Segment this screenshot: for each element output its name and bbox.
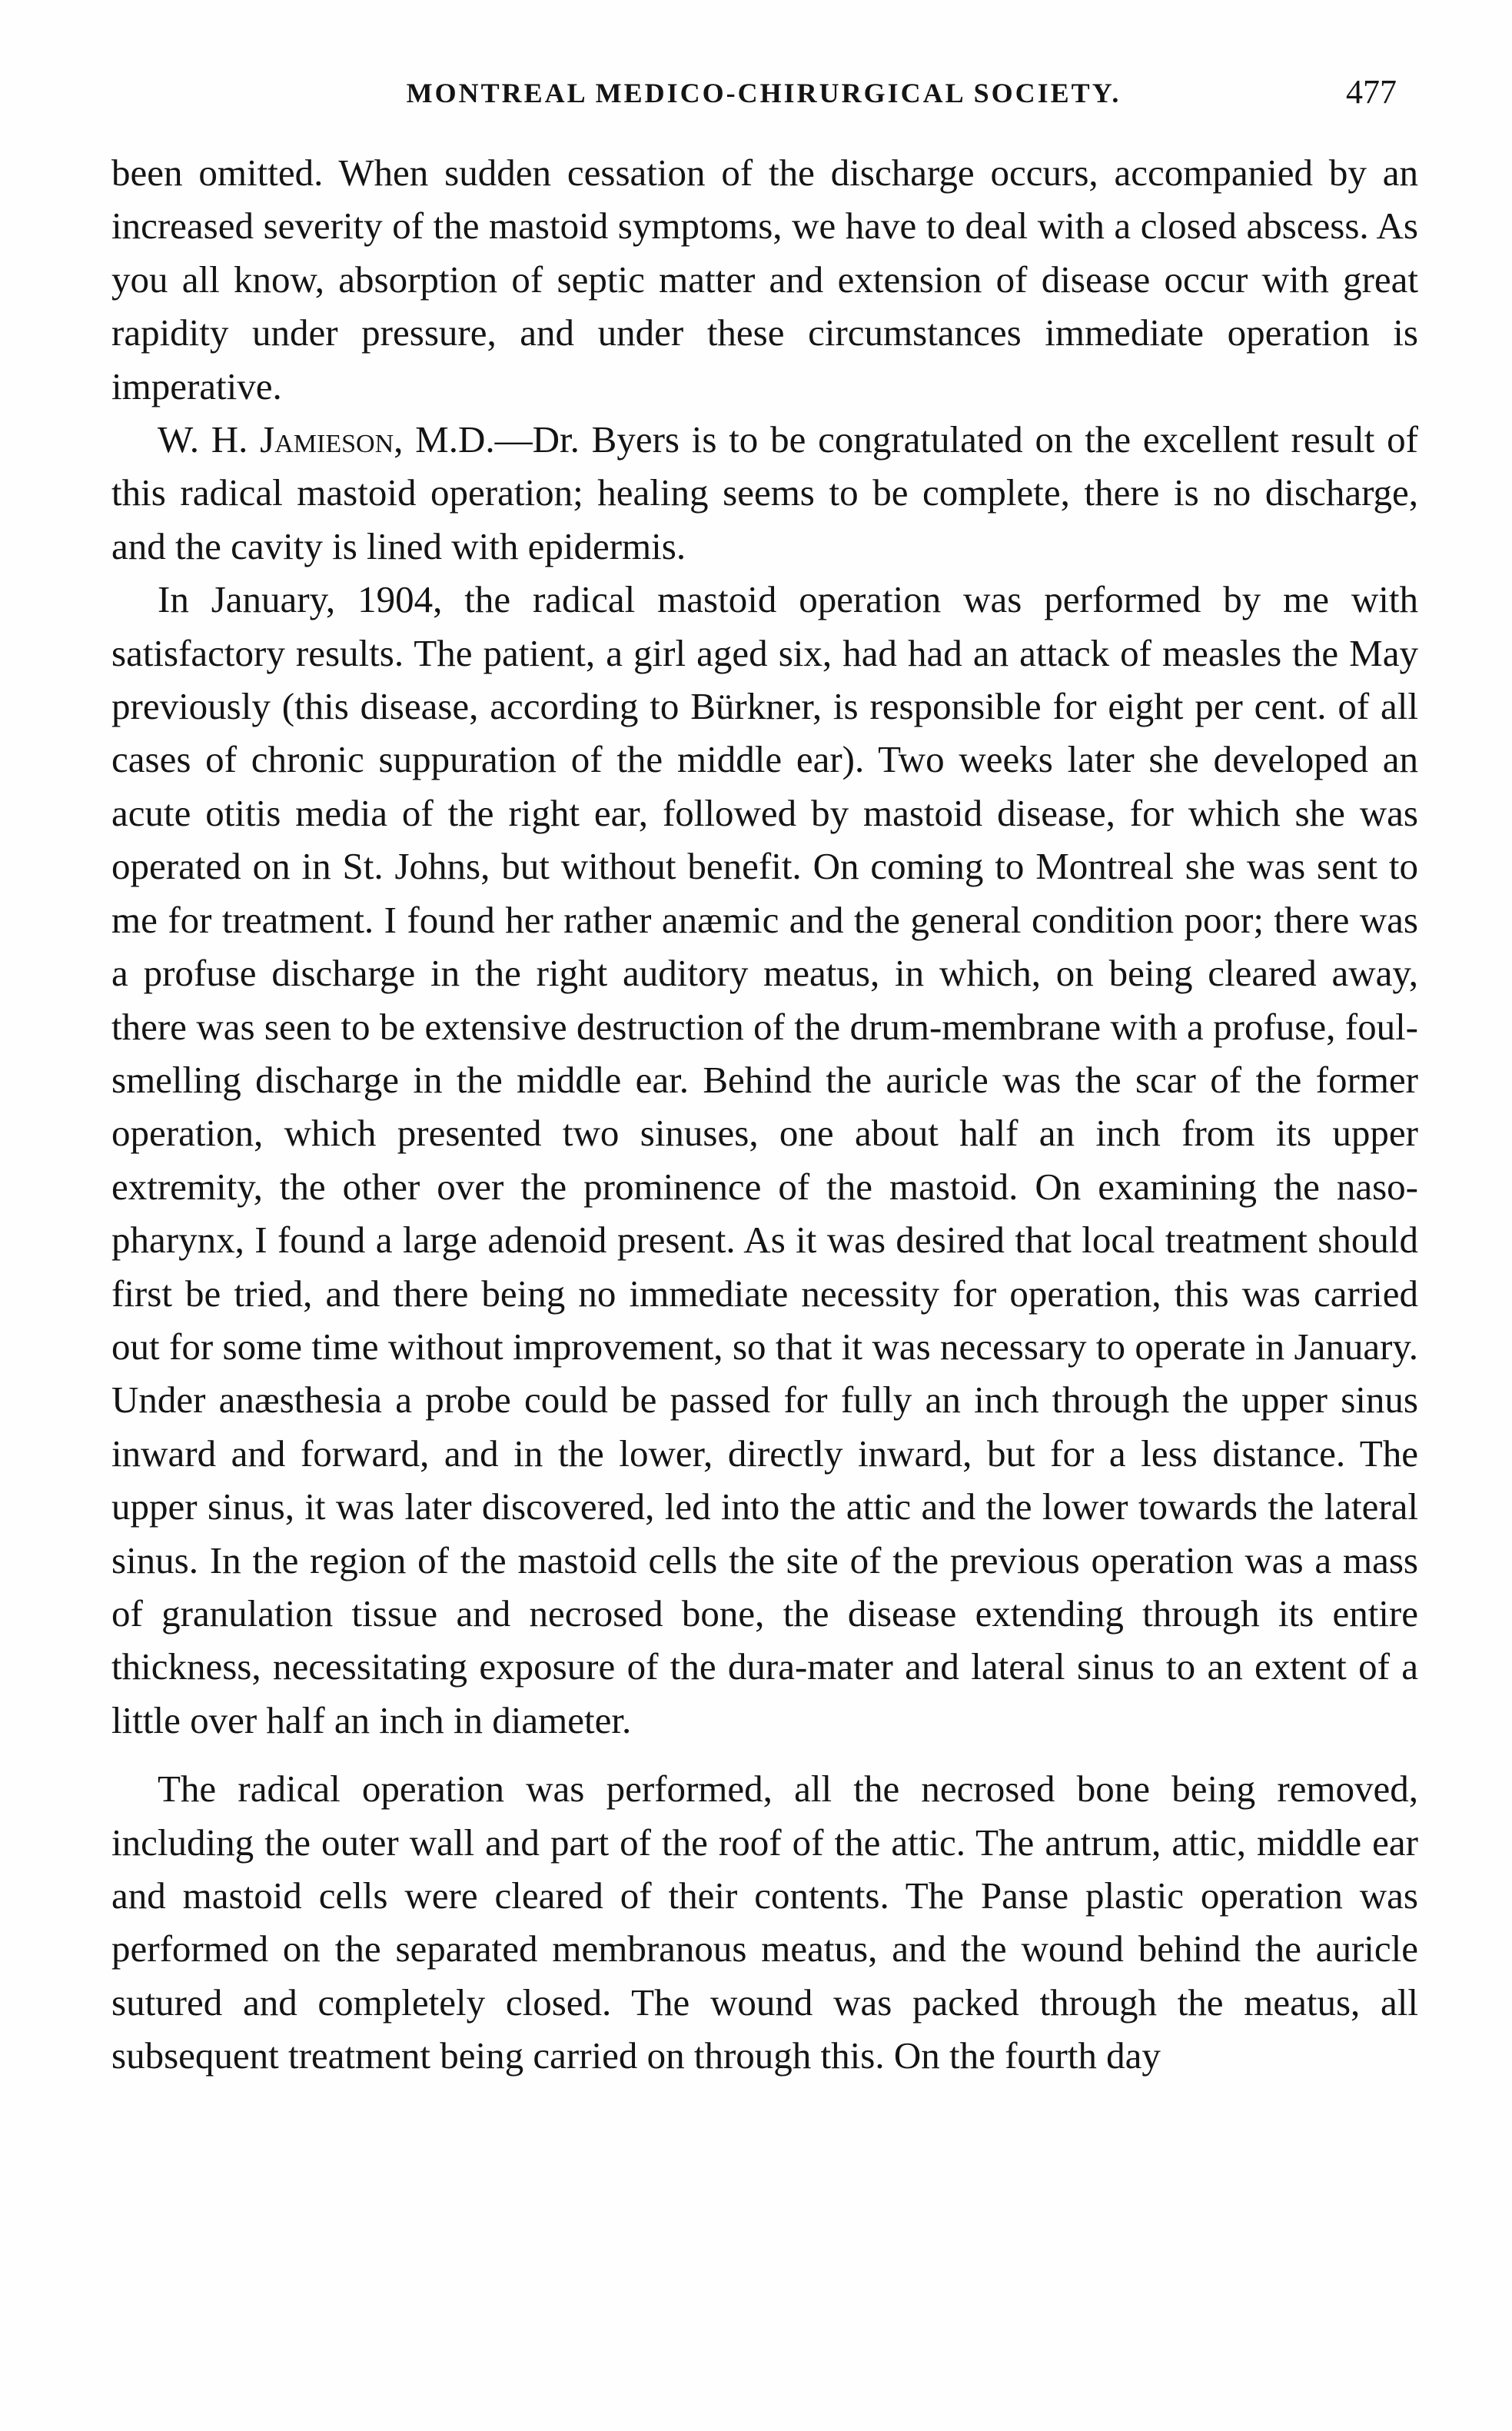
paragraph-discussion-text: Dr. Byers is to be congratulated on the excellent result of this radical mastoid operation; healing seems to be complete, there is no discharge, and the cavity is lined with epidermis.	[111, 418, 1418, 567]
paragraph-operation: The radical operation was performed, all the necrosed bone being removed, including the outer wall and part of the roof of the attic. The antrum, attic, middle ear and mastoid cells were cleared of their contents. The Panse plastic operation was performed on the separated membranous meatus, and the wound behind the auricle sutured and completely closed. The wound was packed through the meatus, all subsequent treatment being carried on through this. On the fourth day	[111, 1768, 1418, 2077]
article-body	[111, 146, 1418, 2083]
running-header	[115, 73, 1412, 123]
page-number: 477	[1346, 73, 1397, 111]
paragraph-discussion	[111, 413, 1418, 573]
journal-title: MONTREAL MEDICO-CHIRURGICAL SOCIETY.	[406, 78, 1122, 108]
speaker-name: W. H. Jamieson, M.D.—	[158, 418, 533, 461]
paragraph-continued: been omitted. When sudden cessation of the discharge occurs, accompanied by an increased severity of the mastoid symptoms, we have to deal with a closed abscess. As you all know, absorption of septic matter and extension of disease occur with great rapidity under pressure, and under these circumstances immediate operation is imperative.	[111, 151, 1418, 407]
paragraph-case-report: In January, 1904, the radical mastoid operation was performed by me with satisfactory results. The patient, a girl aged six, had had an attack of measles the May previously (this disease, according to Bürkner, is responsible for eight per cent. of all cases of chronic suppuration of the middle ear). Two weeks later she developed an acute otitis media of the right ear, followed by mastoid disease, for which she was operated on in St. Johns, but without benefit. On coming to Montreal she was sent to me for treatment. I found her rather anæmic and the general condition poor; there was a profuse discharge in the right auditory meatus, in which, on being cleared away, there was seen to be extensive destruction of the drum-membrane with a profuse, foul-smelling discharge in the middle ear. Behind the auricle was the scar of the former operation, which presented two sinuses, one about half an inch from its upper extremity, the other over the prominence of the mastoid. On examining the naso-pharynx, I found a large adenoid present. As it was desired that local treatment should first be tried, and there being no immediate necessity for operation, this was carried out for some time without improvement, so that it was necessary to operate in January. Under anæsthesia a probe could be passed for fully an inch through the upper sinus inward and forward, and in the lower, directly inward, but for a less distance. The upper sinus, it was later discovered, led into the attic and the lower towards the lateral sinus. In the region of the mastoid cells the site of the previous operation was a mass of granulation tissue and necrosed bone, the disease extending through its entire thickness, necessitating exposure of the dura-mater and lateral sinus to an extent of a little over half an inch in diameter.	[111, 578, 1418, 1741]
